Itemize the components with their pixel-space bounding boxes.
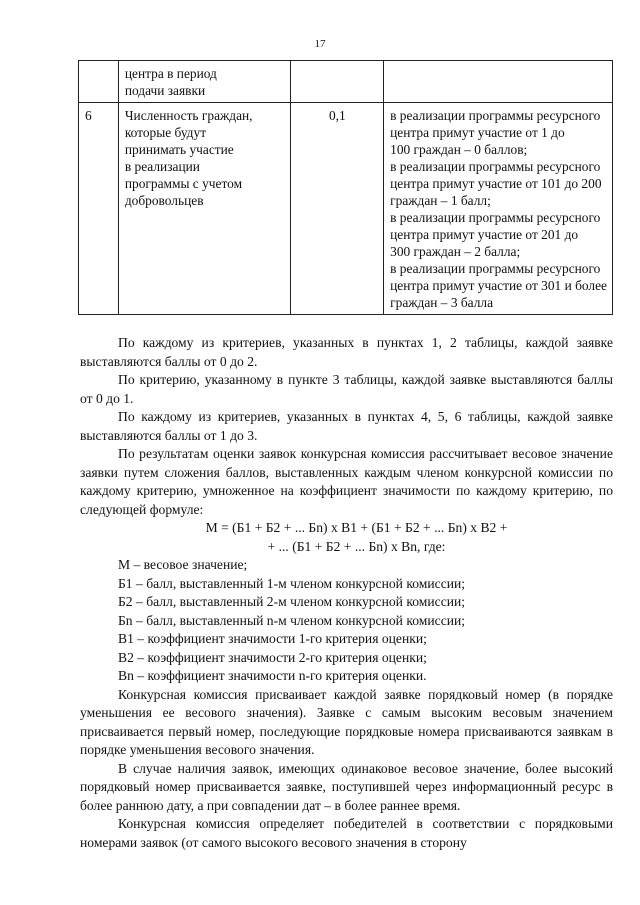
paragraph-weight-calculation: По результатам оценки заявок конкурсная комиссия рассчитывает весовое значение заявки путем сложения баллов, выставленных каждым членом конкурсной комиссии по каждому критерию, умноженное на коэффициент значимости по каждому критерию, по следующей формуле:: [80, 446, 613, 517]
cell-number: 6: [79, 103, 119, 315]
description-line: центра примут участие от 101 до 200: [390, 176, 602, 191]
criterion-name-line: в реализации: [124, 159, 200, 174]
definition-line: Бn – балл, выставленный n-м членом конкурсной комиссии;: [118, 612, 466, 628]
description-line: центра примут участие от 301 и более: [390, 278, 607, 293]
definition-line: Б2 – балл, выставленный 2-м членом конкурсной комиссии;: [118, 594, 466, 609]
paragraph-ordinal-number: Конкурсная комиссия присваивает каждой заявке порядковый номер (в порядке уменьшения ее весового значения). Заявке с самым высоким весовым значением присваивается первый номер, последующие порядковые номера присваиваются заявкам в порядке уменьшения весового значения.: [80, 686, 613, 757]
page-number: 17: [314, 38, 326, 50]
table-row-6: [79, 103, 613, 315]
cell-criterion-name: [118, 61, 290, 103]
criterion-name-line: подачи заявки: [124, 83, 206, 98]
criterion-name-line: центра в период: [124, 66, 217, 81]
description-line: 100 граждан – 0 баллов;: [390, 142, 528, 157]
cell-number-empty: [79, 61, 119, 103]
definition-line: В2 – коэффициент значимости 2-го критерия оценки;: [118, 649, 427, 665]
description-line: центра примут участие от 1 до: [390, 125, 565, 140]
paragraph-scores-criteria-1-2: По каждому из критериев, указанных в пунктах 1, 2 таблицы, каждой заявке выставляются баллы от 0 до 2.: [80, 335, 613, 369]
criteria-table: [78, 60, 613, 315]
criterion-name-line: Численность граждан,: [124, 108, 253, 123]
criterion-name-line: принимать участие: [124, 142, 234, 157]
body-text: [80, 334, 613, 852]
cell-coefficient-empty: [290, 61, 384, 103]
description-line: в реализации программы ресурсного: [390, 159, 601, 174]
description-line: граждан – 1 балл;: [390, 193, 491, 208]
cell-coefficient: 0,1: [290, 103, 384, 315]
criterion-name-line: которые будут: [124, 125, 207, 140]
description-line: 300 граждан – 2 балла;: [390, 244, 521, 259]
definition-line: М – весовое значение;: [118, 557, 248, 572]
description-line: в реализации программы ресурсного: [390, 261, 601, 276]
paragraph-scores-criterion-3: По критерию, указанному в пункте 3 таблицы, каждой заявке выставляются баллы от 0 до 1.: [80, 372, 613, 406]
definition-line: Б1 – балл, выставленный 1-м членом конкурсной комиссии;: [118, 575, 466, 591]
cell-criterion-name: [118, 103, 290, 315]
paragraph-equal-weight: В случае наличия заявок, имеющих одинаковое весовое значение, более высокий порядковый номер присваивается заявке, поступившей через информационный ресурс в более раннюю дату, а при совпадении дат – в более раннее время.: [80, 760, 613, 813]
description-line: в реализации программы ресурсного: [390, 210, 601, 225]
cell-description: [384, 103, 613, 315]
formula-line-1: М = (Б1 + Б2 + ... Бn) х В1 + (Б1 + Б2 + ... Бn) х В2 +: [205, 520, 508, 535]
definition-line: Вn – коэффициент значимости n-го критерия оценки.: [118, 668, 427, 683]
cell-description-empty: [384, 61, 613, 103]
criterion-name-line: программы с учетом: [124, 176, 243, 191]
description-line: в реализации программы ресурсного: [390, 108, 601, 123]
paragraph-winners: Конкурсная комиссия определяет победителей в соответствии с порядковыми номерами заявок (от самого высокого весового значения в сторону: [80, 816, 613, 850]
description-line: граждан – 3 балла: [390, 295, 494, 310]
paragraph-scores-criteria-4-6: По каждому из критериев, указанных в пунктах 4, 5, 6 таблицы, каждой заявке выставляются баллы от 1 до 3.: [80, 409, 613, 443]
description-line: центра примут участие от 201 до: [390, 227, 579, 242]
table-row-continued: [79, 61, 613, 103]
definition-line: В1 – коэффициент значимости 1-го критерия оценки;: [118, 631, 427, 646]
criterion-name-line: добровольцев: [124, 193, 204, 208]
formula-line-2: + ... (Б1 + Б2 + ... Бn) х Вn, где:: [267, 538, 446, 554]
